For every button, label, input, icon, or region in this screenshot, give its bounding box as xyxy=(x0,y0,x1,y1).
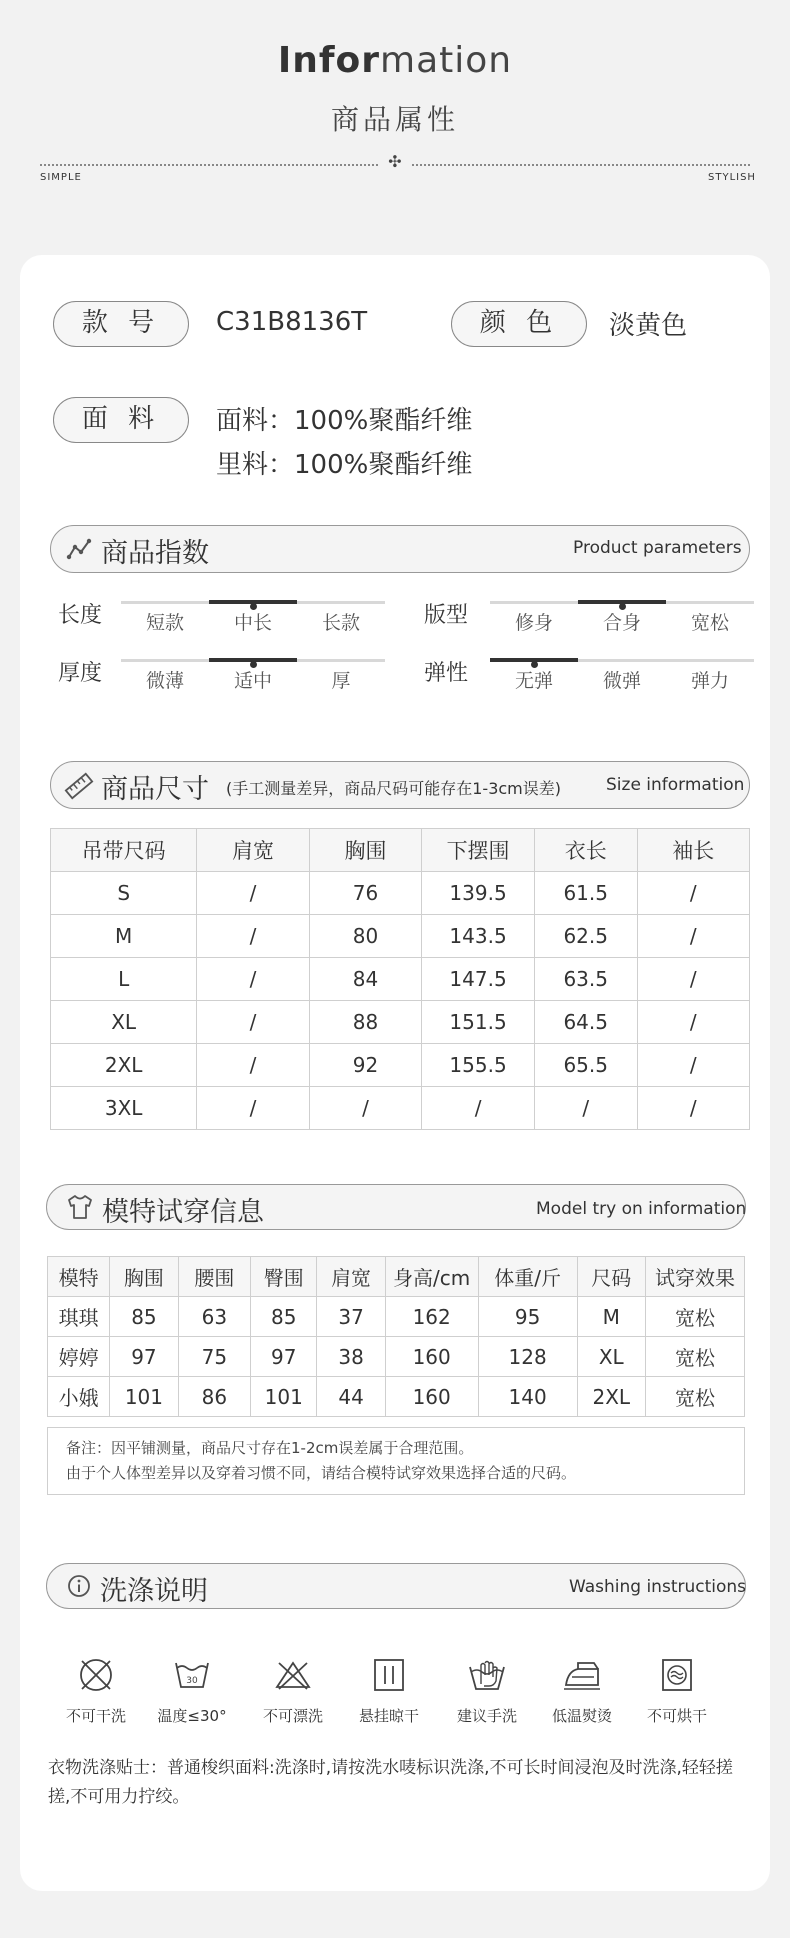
table-header-cell: 尺码 xyxy=(577,1257,645,1297)
wash-item-hang-dry xyxy=(344,1655,434,1726)
table-header-cell: 下摆围 xyxy=(422,829,535,872)
table-header-cell: 袖长 xyxy=(637,829,749,872)
simple-tag: SIMPLE xyxy=(40,172,82,183)
param-label: 长度 xyxy=(58,603,103,628)
fabric-lining: 里料：100%聚酯纤维 xyxy=(216,450,473,480)
params-title: 商品指数 xyxy=(101,538,209,569)
table-cell: 101 xyxy=(110,1377,178,1417)
table-cell: 61.5 xyxy=(534,872,637,915)
trend-chart-icon xyxy=(66,537,92,561)
model-note-box xyxy=(47,1427,745,1495)
table-cell: / xyxy=(197,1044,309,1087)
table-cell: 155.5 xyxy=(422,1044,535,1087)
size-note: (手工测量差异，商品尺码可能存在1-3cm误差) xyxy=(226,779,562,798)
no-dry-clean-icon xyxy=(76,1655,116,1695)
table-cell: / xyxy=(422,1087,535,1130)
table-cell: 65.5 xyxy=(534,1044,637,1087)
info-subtitle: 商品属性 xyxy=(330,103,459,136)
table-cell: 84 xyxy=(309,958,421,1001)
table-cell: 97 xyxy=(251,1337,317,1377)
model-title: 模特试穿信息 xyxy=(102,1197,264,1228)
table-cell: 婷婷 xyxy=(48,1337,110,1377)
table-header-cell: 胸围 xyxy=(110,1257,178,1297)
divider-left xyxy=(40,164,378,166)
table-cell: / xyxy=(197,1001,309,1044)
table-cell: 143.5 xyxy=(422,915,535,958)
table-cell: / xyxy=(637,1087,749,1130)
table-cell: 95 xyxy=(478,1297,577,1337)
table-header-cell: 肩宽 xyxy=(317,1257,385,1297)
param-label: 厚度 xyxy=(58,661,103,686)
table-cell: / xyxy=(197,872,309,915)
wash-item-wash-30 xyxy=(147,1655,237,1726)
param-option: 长款 xyxy=(321,612,360,634)
table-cell: 38 xyxy=(317,1337,385,1377)
table-cell: 160 xyxy=(385,1337,478,1377)
table-cell: 139.5 xyxy=(422,872,535,915)
table-header-cell: 试穿效果 xyxy=(645,1257,744,1297)
wash-item-no-bleach xyxy=(248,1655,338,1726)
table-cell: 宽松 xyxy=(645,1297,744,1337)
wash-item-no-dry-clean xyxy=(51,1655,141,1726)
params-en: Product parameters xyxy=(573,538,742,558)
table-cell: / xyxy=(637,1001,749,1044)
table-cell: 151.5 xyxy=(422,1001,535,1044)
param-option: 修身 xyxy=(514,612,553,634)
fabric-outer: 面料：100%聚酯纤维 xyxy=(216,406,473,436)
model-note-line-2: 由于个人体型差异以及穿着习惯不同，请结合模特试穿效果选择合适的尺码。 xyxy=(66,1464,577,1482)
wash-label: 低温熨烫 xyxy=(551,1707,612,1725)
table-cell: / xyxy=(309,1087,421,1130)
table-cell: 62.5 xyxy=(534,915,637,958)
no-bleach-icon xyxy=(273,1655,313,1695)
param-label: 版型 xyxy=(424,603,469,628)
svg-text:30: 30 xyxy=(186,1676,198,1686)
table-header-cell: 身高/cm xyxy=(385,1257,478,1297)
table-header-row xyxy=(51,829,750,872)
table-header-cell: 臀围 xyxy=(251,1257,317,1297)
table-cell: 147.5 xyxy=(422,958,535,1001)
param-option: 适中 xyxy=(233,670,272,692)
table-cell: 85 xyxy=(251,1297,317,1337)
table-cell: 92 xyxy=(309,1044,421,1087)
table-cell: / xyxy=(197,958,309,1001)
table-cell: 3XL xyxy=(51,1087,197,1130)
table-row xyxy=(51,1087,750,1130)
wash-item-hand-wash xyxy=(442,1655,532,1726)
table-cell: 86 xyxy=(178,1377,250,1417)
table-header-cell: 腰围 xyxy=(178,1257,250,1297)
ruler-icon xyxy=(64,772,94,800)
size-table xyxy=(50,828,750,1130)
table-cell: 63.5 xyxy=(534,958,637,1001)
table-header-cell: 体重/斤 xyxy=(478,1257,577,1297)
model-en: Model try on information xyxy=(536,1199,747,1219)
stylish-tag: STYLISH xyxy=(708,172,756,183)
table-cell: 宽松 xyxy=(645,1337,744,1377)
table-cell: 44 xyxy=(317,1377,385,1417)
divider-right xyxy=(412,164,750,166)
table-row xyxy=(48,1377,745,1417)
table-cell: / xyxy=(197,1087,309,1130)
size-title: 商品尺寸 xyxy=(101,774,209,805)
table-row xyxy=(51,958,750,1001)
wash-label: 温度≤30° xyxy=(157,1707,227,1725)
table-cell: 37 xyxy=(317,1297,385,1337)
fabric-label: 面 料 xyxy=(53,397,189,443)
table-cell: M xyxy=(577,1297,645,1337)
table-cell: / xyxy=(637,958,749,1001)
table-header-cell: 胸围 xyxy=(309,829,421,872)
table-cell: 宽松 xyxy=(645,1377,744,1417)
style-no-value: C31B8136T xyxy=(216,307,368,337)
info-icon xyxy=(67,1574,91,1598)
param-option: 合身 xyxy=(602,612,641,634)
table-cell: 128 xyxy=(478,1337,577,1377)
hand-wash-icon xyxy=(467,1655,507,1695)
param-option: 短款 xyxy=(145,612,184,634)
table-row xyxy=(51,915,750,958)
table-cell: / xyxy=(534,1087,637,1130)
table-cell: XL xyxy=(577,1337,645,1377)
table-cell: S xyxy=(51,872,197,915)
table-header-row xyxy=(48,1257,745,1297)
table-cell: 85 xyxy=(110,1297,178,1337)
table-row xyxy=(51,1044,750,1087)
table-row xyxy=(48,1297,745,1337)
table-header-cell: 模特 xyxy=(48,1257,110,1297)
model-table xyxy=(47,1256,745,1417)
param-option: 无弹 xyxy=(514,670,553,692)
low-iron-icon xyxy=(562,1655,602,1695)
wash-label: 建议手洗 xyxy=(456,1707,517,1725)
table-cell: 162 xyxy=(385,1297,478,1337)
color-value: 淡黄色 xyxy=(609,311,688,341)
table-cell: / xyxy=(637,1044,749,1087)
wash-tips: 衣物洗涤贴士：普通梭织面料:洗涤时,请按洗水唛标识洗涤,不可长时间浸泡及时洗涤,轻轻搓搓,不可用力拧绞。 xyxy=(48,1758,733,1807)
table-header-cell: 肩宽 xyxy=(197,829,309,872)
wash-label: 不可烘干 xyxy=(646,1707,707,1725)
table-cell: / xyxy=(637,872,749,915)
table-row xyxy=(51,872,750,915)
table-cell: / xyxy=(197,915,309,958)
table-cell: 64.5 xyxy=(534,1001,637,1044)
table-cell: / xyxy=(637,915,749,958)
size-en: Size information xyxy=(606,775,745,795)
table-cell: 小娥 xyxy=(48,1377,110,1417)
param-option: 弹力 xyxy=(690,670,729,692)
param-option: 宽松 xyxy=(690,612,729,634)
table-cell: 101 xyxy=(251,1377,317,1417)
wash-en: Washing instructions xyxy=(569,1577,747,1597)
table-cell: 琪琪 xyxy=(48,1297,110,1337)
hang-dry-icon xyxy=(369,1655,409,1695)
table-cell: 2XL xyxy=(577,1377,645,1417)
table-cell: 75 xyxy=(178,1337,250,1377)
table-cell: 76 xyxy=(309,872,421,915)
param-option: 厚 xyxy=(331,670,351,692)
cross-ornament-icon: ✣ xyxy=(388,152,402,171)
table-header-cell: 衣长 xyxy=(534,829,637,872)
table-cell: 80 xyxy=(309,915,421,958)
param-label: 弹性 xyxy=(424,661,469,686)
table-row xyxy=(51,1001,750,1044)
table-cell: 88 xyxy=(309,1001,421,1044)
wash-item-low-iron xyxy=(537,1655,627,1726)
table-cell: 160 xyxy=(385,1377,478,1417)
table-header-cell: 吊带尺码 xyxy=(51,829,197,872)
table-cell: L xyxy=(51,958,197,1001)
color-label: 颜 色 xyxy=(451,301,587,347)
table-row xyxy=(48,1337,745,1377)
table-cell: XL xyxy=(51,1001,197,1044)
table-cell: 97 xyxy=(110,1337,178,1377)
tshirt-icon xyxy=(66,1194,94,1220)
table-cell: 2XL xyxy=(51,1044,197,1087)
wash-title: 洗涤说明 xyxy=(100,1576,208,1607)
param-option: 中长 xyxy=(233,612,272,634)
wash-item-no-tumble-dry xyxy=(632,1655,722,1726)
param-option: 微弹 xyxy=(602,670,641,692)
wash-30-icon xyxy=(172,1655,212,1695)
style-no-label: 款 号 xyxy=(53,301,189,347)
table-cell: M xyxy=(51,915,197,958)
no-tumble-dry-icon xyxy=(657,1655,697,1695)
param-option: 微薄 xyxy=(145,670,184,692)
wash-label: 悬挂晾干 xyxy=(358,1707,419,1725)
table-cell: 140 xyxy=(478,1377,577,1417)
wash-label: 不可漂洗 xyxy=(262,1707,323,1725)
table-cell: 63 xyxy=(178,1297,250,1337)
wash-label: 不可干洗 xyxy=(65,1707,126,1725)
info-title: Information xyxy=(277,40,513,81)
model-note-line-1: 备注：因平铺测量，商品尺寸存在1-2cm误差属于合理范围。 xyxy=(66,1439,474,1457)
